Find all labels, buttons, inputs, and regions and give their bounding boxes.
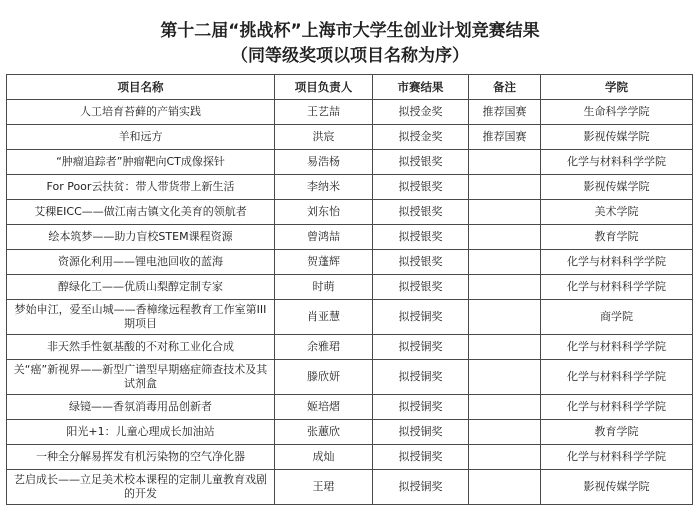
project-lead-cell: 肖亚慧 — [275, 300, 373, 335]
note-cell: 推荐国赛 — [469, 100, 541, 125]
project-name-cell: 资源化利用——锂电池回收的蓝海 — [7, 250, 275, 275]
college-cell: 化学与材料科学学院 — [541, 395, 693, 420]
result-cell: 拟授银奖 — [373, 175, 469, 200]
project-lead-cell: 刘东怡 — [275, 200, 373, 225]
result-cell: 拟授金奖 — [373, 125, 469, 150]
college-cell: 商学院 — [541, 300, 693, 335]
project-lead-cell: 王珺 — [275, 470, 373, 505]
document-title: 第十二届“挑战杯”上海市大学生创业计划竞赛结果 — [160, 21, 540, 41]
college-cell: 化学与材料科学学院 — [541, 360, 693, 395]
table-row — [7, 360, 693, 395]
header-city-result: 市赛结果 — [373, 75, 469, 100]
college-cell: 影视传媒学院 — [541, 125, 693, 150]
table-row — [7, 150, 693, 175]
result-cell: 拟授铜奖 — [373, 335, 469, 360]
college-cell: 化学与材料科学学院 — [541, 335, 693, 360]
project-lead-cell: 李纳米 — [275, 175, 373, 200]
result-cell: 拟授银奖 — [373, 225, 469, 250]
note-cell — [469, 300, 541, 335]
project-name-cell: 绿镜——香氛消毒用品创新者 — [7, 395, 275, 420]
project-lead-cell: 王艺喆 — [275, 100, 373, 125]
result-cell: 拟授铜奖 — [373, 300, 469, 335]
project-name-cell: 羊和远方 — [7, 125, 275, 150]
college-cell: 美术学院 — [541, 200, 693, 225]
table-header-row — [7, 75, 693, 100]
header-project-name: 项目名称 — [7, 75, 275, 100]
college-cell: 化学与材料科学学院 — [541, 250, 693, 275]
note-cell — [469, 360, 541, 395]
project-name-cell: 艾稞EICC——做江南古镇文化美育的领航者 — [7, 200, 275, 225]
project-lead-cell: 成灿 — [275, 445, 373, 470]
result-cell: 拟授金奖 — [373, 100, 469, 125]
project-lead-cell: 张蕙欣 — [275, 420, 373, 445]
result-cell: 拟授铜奖 — [373, 360, 469, 395]
project-lead-cell: 洪宸 — [275, 125, 373, 150]
college-cell: 影视传媒学院 — [541, 175, 693, 200]
table-row — [7, 125, 693, 150]
project-name-cell: 梦始申江，爱至山城——香樟缘远程教育工作室第III期项目 — [7, 300, 275, 335]
table-row — [7, 200, 693, 225]
college-cell: 教育学院 — [541, 420, 693, 445]
note-cell — [469, 445, 541, 470]
table-row — [7, 275, 693, 300]
note-cell: 推荐国赛 — [469, 125, 541, 150]
project-lead-cell: 余雅珺 — [275, 335, 373, 360]
table-row — [7, 300, 693, 335]
college-cell: 生命科学学院 — [541, 100, 693, 125]
result-cell: 拟授银奖 — [373, 200, 469, 225]
note-cell — [469, 175, 541, 200]
college-cell: 化学与材料科学学院 — [541, 445, 693, 470]
project-name-cell: 阳光+1：儿童心理成长加油站 — [7, 420, 275, 445]
table-row — [7, 225, 693, 250]
result-cell: 拟授银奖 — [373, 250, 469, 275]
table-row — [7, 420, 693, 445]
project-name-cell: 关“癌”新视界——新型广谱型早期癌症筛查技术及其试剂盒 — [7, 360, 275, 395]
table-row — [7, 470, 693, 505]
result-cell: 拟授铜奖 — [373, 445, 469, 470]
document-subtitle: （同等级奖项以项目名称为序） — [231, 46, 469, 66]
college-cell: 影视传媒学院 — [541, 470, 693, 505]
result-cell: 拟授铜奖 — [373, 470, 469, 505]
header-project-lead: 项目负责人 — [275, 75, 373, 100]
project-name-cell: 人工培育苔藓的产销实践 — [7, 100, 275, 125]
project-name-cell: 艺启成长——立足美术校本课程的定制儿童教育戏剧的开发 — [7, 470, 275, 505]
project-lead-cell: 滕欣妍 — [275, 360, 373, 395]
note-cell — [469, 395, 541, 420]
result-cell: 拟授银奖 — [373, 275, 469, 300]
table-row — [7, 335, 693, 360]
college-cell: 化学与材料科学学院 — [541, 275, 693, 300]
table-row — [7, 395, 693, 420]
table-row — [7, 250, 693, 275]
project-lead-cell: 易浩杨 — [275, 150, 373, 175]
project-lead-cell: 时萌 — [275, 275, 373, 300]
project-name-cell: 绘本筑梦——助力盲校STEM课程资源 — [7, 225, 275, 250]
project-lead-cell: 姬培熠 — [275, 395, 373, 420]
result-cell: 拟授铜奖 — [373, 395, 469, 420]
project-name-cell: 醇绿化工——优质山梨醇定制专家 — [7, 275, 275, 300]
project-name-cell: 一种全分解易挥发有机污染物的空气净化器 — [7, 445, 275, 470]
result-cell: 拟授铜奖 — [373, 420, 469, 445]
header-note: 备注 — [469, 75, 541, 100]
college-cell: 教育学院 — [541, 225, 693, 250]
note-cell — [469, 200, 541, 225]
note-cell — [469, 275, 541, 300]
table-row — [7, 445, 693, 470]
table-row — [7, 175, 693, 200]
note-cell — [469, 150, 541, 175]
project-name-cell: For Poor云扶贫：带人带货带上新生活 — [7, 175, 275, 200]
note-cell — [469, 250, 541, 275]
project-name-cell: “肿瘤追踪者”肿瘤靶向CT成像探针 — [7, 150, 275, 175]
college-cell: 化学与材料科学学院 — [541, 150, 693, 175]
result-cell: 拟授银奖 — [373, 150, 469, 175]
note-cell — [469, 470, 541, 505]
header-college: 学院 — [541, 75, 693, 100]
project-name-cell: 非天然手性氨基酸的不对称工业化合成 — [7, 335, 275, 360]
project-lead-cell: 贺蓬辉 — [275, 250, 373, 275]
note-cell — [469, 335, 541, 360]
table-row — [7, 100, 693, 125]
note-cell — [469, 225, 541, 250]
note-cell — [469, 420, 541, 445]
project-lead-cell: 曾鸿喆 — [275, 225, 373, 250]
results-table — [6, 74, 693, 505]
